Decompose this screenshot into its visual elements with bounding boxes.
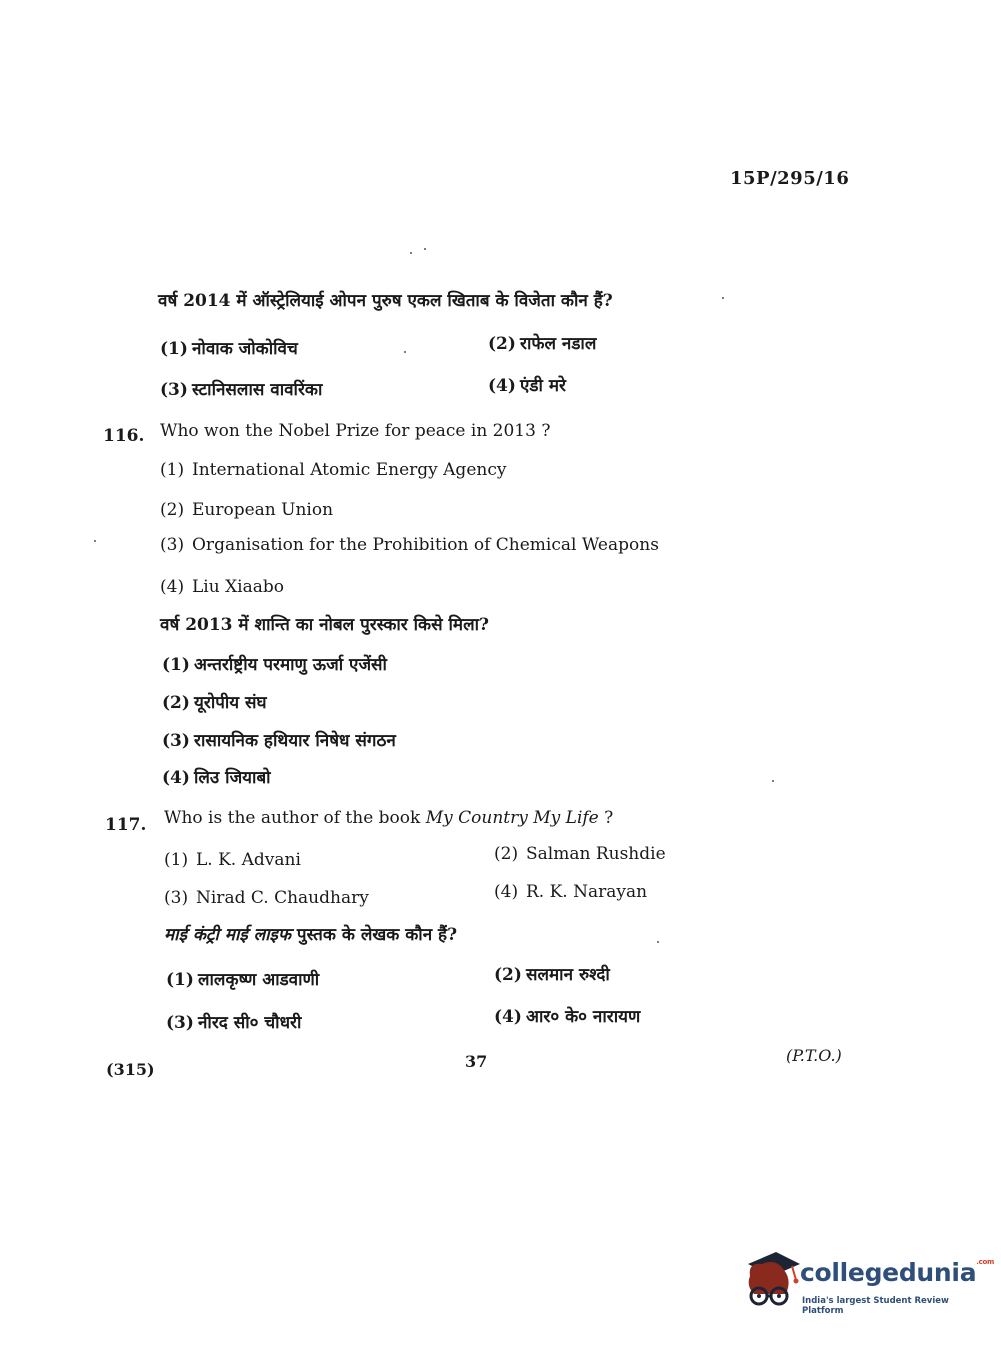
q116-question: Who won the Nobel Prize for peace in 2013 ? (160, 421, 551, 441)
page-number: 37 (465, 1052, 488, 1071)
q116-option-4: (4) Liu Xiaabo (160, 577, 285, 597)
q116-option-2: (2) European Union (160, 500, 334, 520)
q117-option-4: (4) R. K. Narayan (494, 882, 648, 902)
q117-hindi-option-3: (3) नीरद सी० चौधरी (166, 1013, 302, 1033)
mascot-icon (742, 1250, 802, 1312)
q117-hindi-book-title: माई कंट्री माई लाइफ (164, 925, 291, 945)
scan-speck (722, 297, 724, 299)
logo-brand: collegedunia$^{.com}$ (800, 1258, 994, 1287)
scan-speck (94, 540, 96, 542)
q116-hindi-option-2: (2) यूरोपीय संघ (162, 693, 267, 713)
q115-hindi-option-3: (3) स्टानिसलास वावरिंका (160, 380, 323, 400)
q117-option-2: (2) Salman Rushdie (494, 844, 666, 864)
pto-label: (P.T.O.) (786, 1046, 842, 1065)
q116-hindi-option-1: (1) अन्तर्राष्ट्रीय परमाणु ऊर्जा एजेंसी (162, 655, 387, 675)
logo-tagline: India's largest Student Review Platform (802, 1296, 949, 1316)
set-code: (315) (106, 1060, 155, 1079)
q115-hindi-question: वर्ष 2014 में ऑस्ट्रेलियाई ओपन पुरुष एकल खिताब के विजेता कौन हैं? (158, 291, 613, 311)
q115-hindi-option-4: (4) एंडी मरे (488, 376, 566, 396)
q116-hindi-option-3: (3) रासायनिक हथियार निषेध संगठन (162, 731, 396, 751)
q117-book-title: My Country My Life (425, 808, 599, 828)
scan-speck (657, 941, 659, 943)
collegedunia-logo (742, 1250, 994, 1320)
q116-option-1: (1) International Atomic Energy Agency (160, 460, 507, 480)
q117-hindi-option-4: (4) आर० के० नारायण (494, 1007, 641, 1027)
q116-number: 116. (103, 426, 145, 446)
q117-hindi-option-2: (2) सलमान रुश्दी (494, 965, 610, 985)
q116-hindi-option-4: (4) लिउ जियाबो (162, 768, 271, 788)
scan-speck (772, 780, 774, 782)
q117-option-1: (1) L. K. Advani (164, 850, 301, 870)
q116-option-3: (3) Organisation for the Prohibition of Chemical Weapons (160, 535, 659, 555)
q117-hindi-option-1: (1) लालकृष्ण आडवाणी (166, 970, 320, 990)
q117-number: 117. (105, 815, 147, 835)
q117-question: Who is the author of the book My Country My Life ? (164, 808, 614, 828)
scan-speck (404, 351, 406, 353)
q115-hindi-option-1: (1) नोवाक जोकोविच (160, 339, 298, 359)
q117-option-3: (3) Nirad C. Chaudhary (164, 888, 369, 908)
scan-speck (410, 252, 412, 254)
q115-hindi-option-2: (2) राफेल नडाल (488, 334, 597, 354)
scan-speck (424, 248, 426, 250)
paper-code: 15P/295/16 (730, 168, 850, 189)
q116-hindi-question: वर्ष 2013 में शान्ति का नोबल पुरस्कार किसे मिला? (160, 615, 489, 635)
q117-hindi-question: माई कंट्री माई लाइफ पुस्तक के लेखक कौन हैं? (164, 925, 458, 945)
